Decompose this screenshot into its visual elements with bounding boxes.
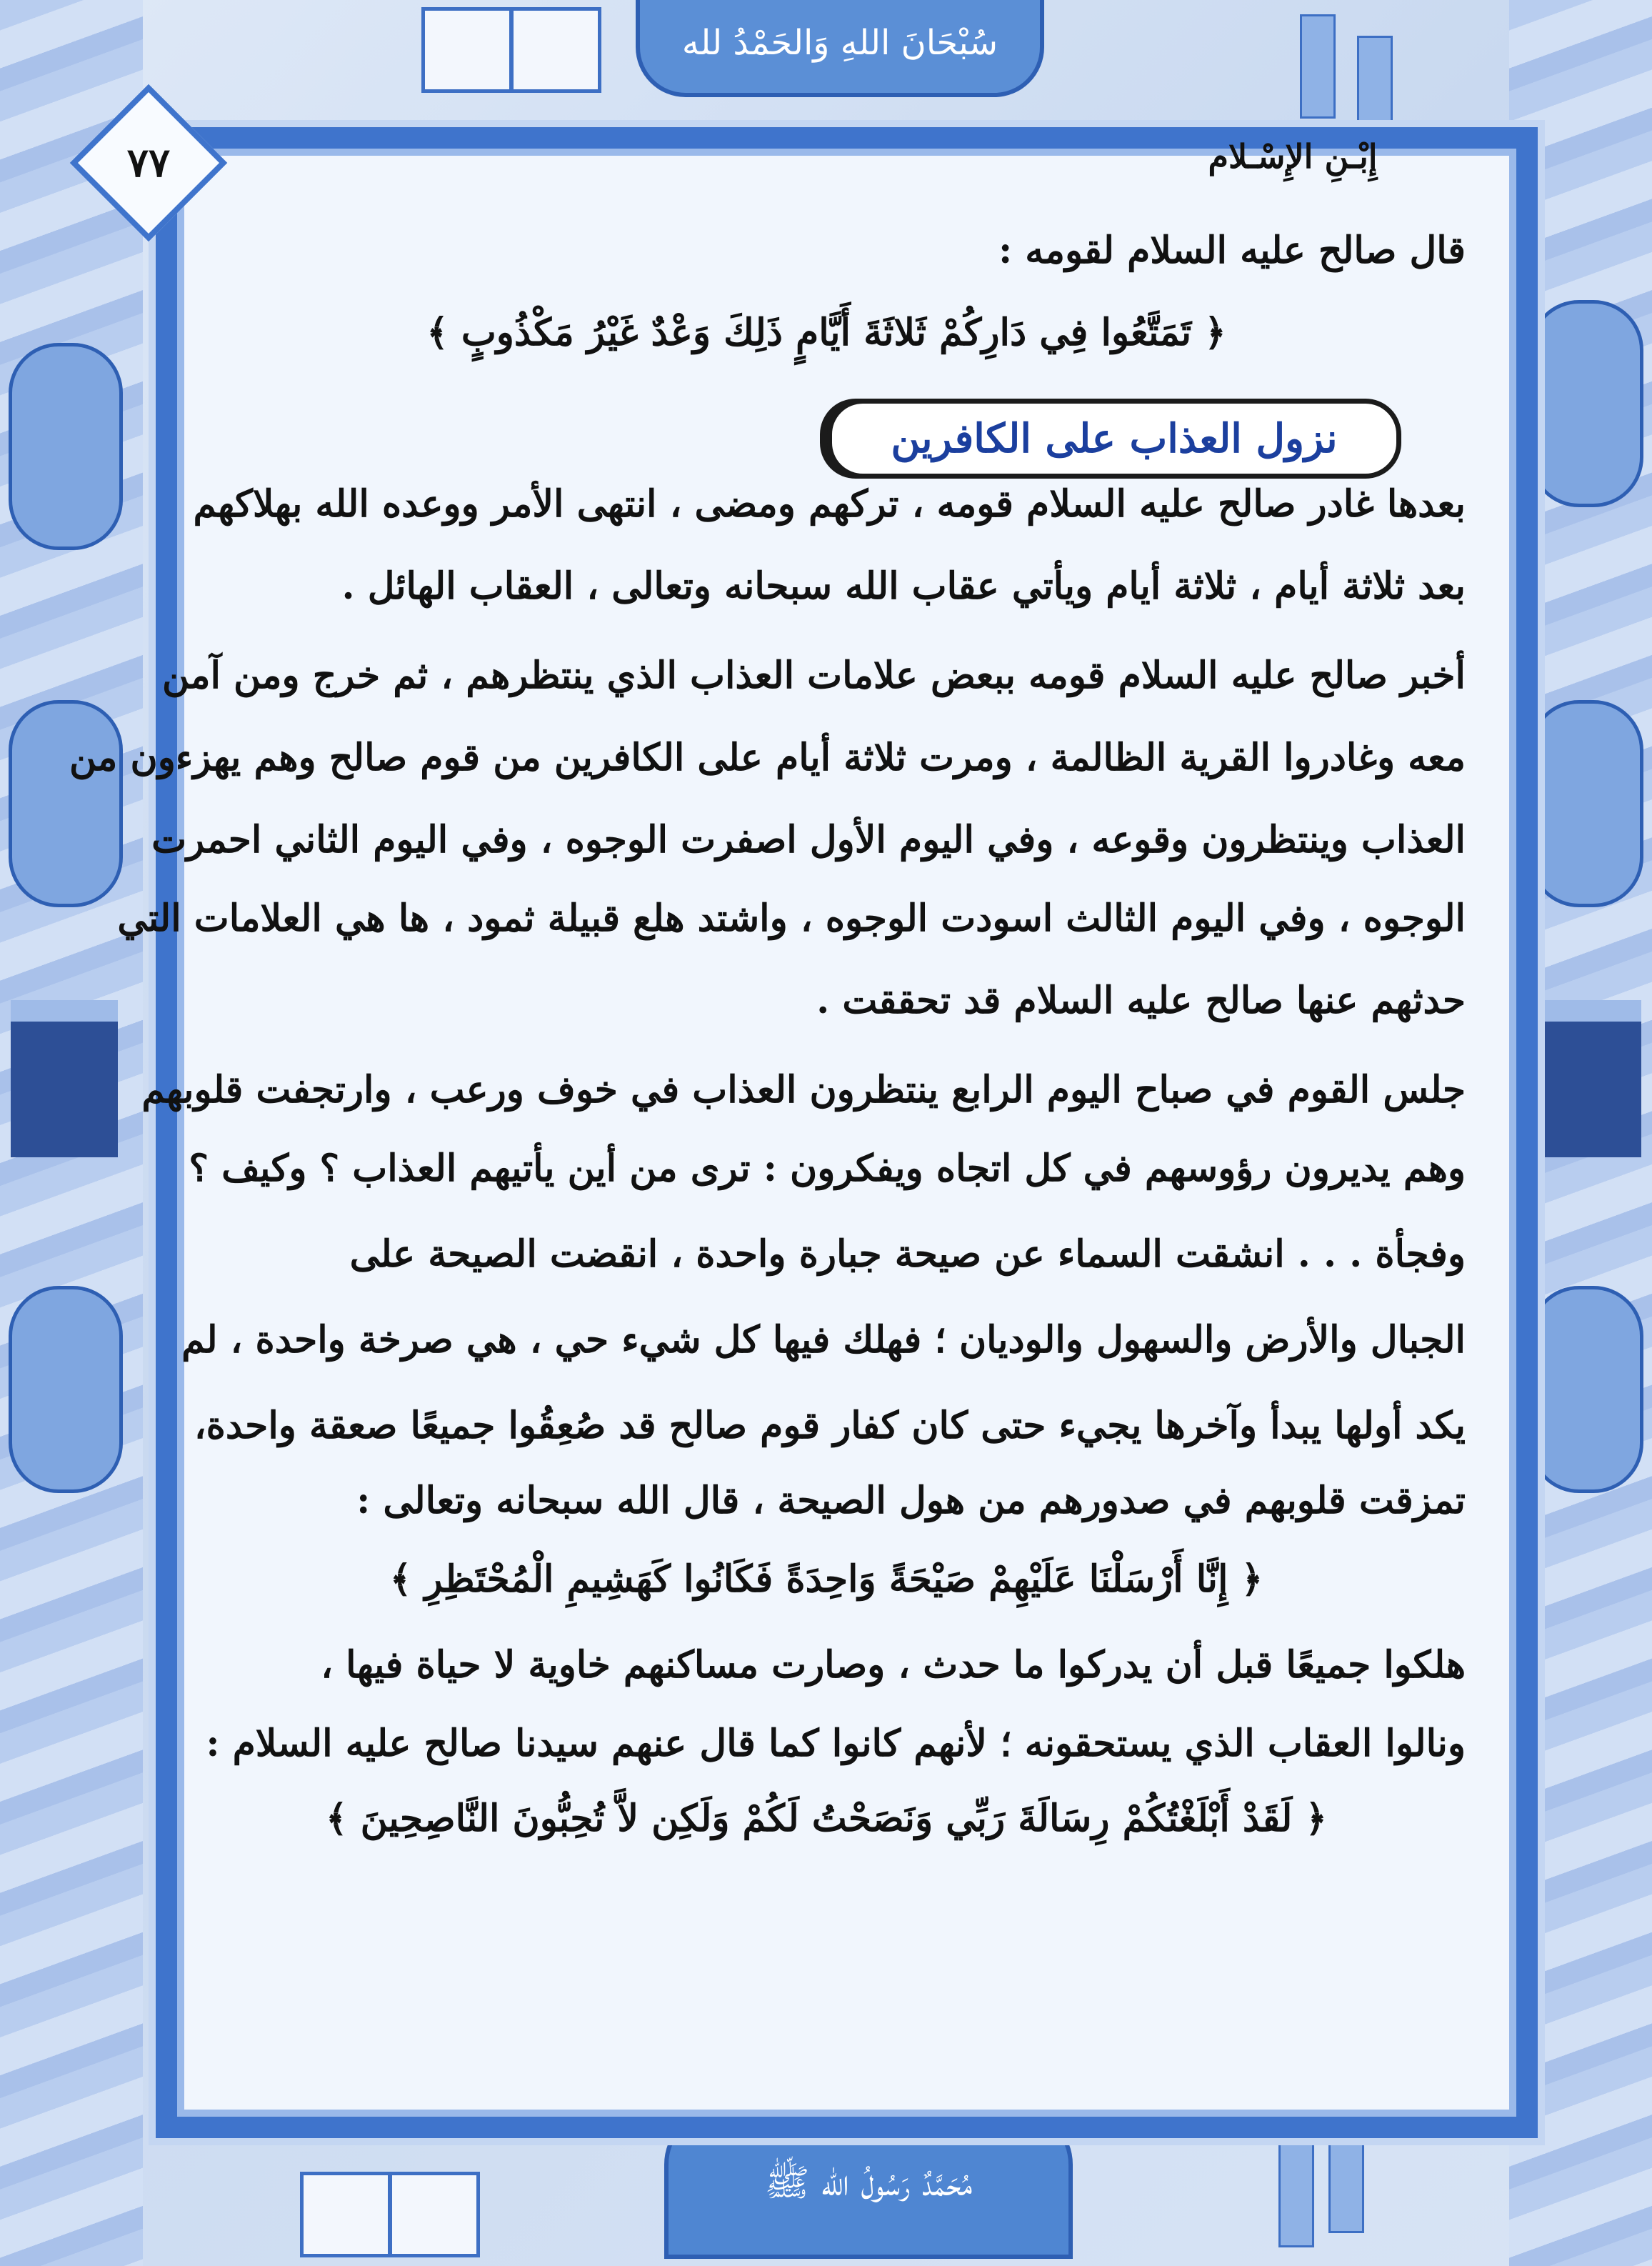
left-calligraphy-medallion	[9, 343, 123, 550]
text-line: الجبال والأرض والسهول والوديان ؛ فهلك فيها كل شيء حي ، هي صرخة واحدة ، لم	[181, 1318, 1466, 1362]
right-calligraphy-medallion	[1529, 300, 1643, 507]
text-line: بعد ثلاثة أيام ، ثلاثة أيام ويأتي عقاب الله سبحانه وتعالى ، العقاب الهائل .	[341, 564, 1466, 608]
text-line: جلس القوم في صباح اليوم الرابع ينتظرون العذاب في خوف ورعب ، وارتجفت قلوبهم	[141, 1068, 1466, 1112]
text-line: حدثهم عنها صالح عليه السلام قد تحققت .	[816, 979, 1466, 1022]
text-line: يكد أولها يبدأ وآخرها يجيء حتى كان كفار قوم صالح قد صُعِقُوا جميعًا صعقة واحدة،	[194, 1404, 1466, 1447]
candle-icon	[1278, 2143, 1314, 2247]
text-line: تمزقت قلوبهم في صدورهم من هول الصيحة ، قال الله سبحانه وتعالى :	[356, 1479, 1466, 1522]
candle-icon	[1328, 2129, 1364, 2233]
text-line: معه وغادروا القرية الظالمة ، ومرت ثلاثة أيام على الكافرين من قوم صالح وهم يهزءون من	[69, 736, 1466, 779]
section-heading-text: نزول العذاب على الكافرين	[891, 415, 1338, 462]
right-calligraphy-medallion-2	[1529, 700, 1643, 907]
left-calligraphy-medallion-3	[9, 1286, 123, 1493]
text-line: وفجأة . . . انشقت السماء عن صيحة جبارة واحدة ، انقضت الصيحة على	[349, 1232, 1466, 1276]
left-kaaba-image	[11, 1000, 118, 1157]
quran-verse: ﴿ إِنَّا أَرْسَلْنَا عَلَيْهِمْ صَيْحَةً وَاحِدَةً فَكَانُوا كَهَشِيمِ الْمُحْتَظِرِ ﴾	[389, 1557, 1263, 1601]
right-calligraphy-medallion-3	[1529, 1286, 1643, 1493]
text-line: وهم يديرون رؤوسهم في كل اتجاه ويفكرون : ترى من أين يأتيهم العذاب ؟ وكيف ؟	[189, 1147, 1466, 1190]
section-heading	[827, 399, 1401, 479]
page-number: ٧٧	[126, 139, 171, 186]
text-line: العذاب وينتظرون وقوعه ، وفي اليوم الأول اصفرت الوجوه ، وفي اليوم الثاني احمرت	[151, 818, 1466, 862]
left-calligraphy-medallion-2	[9, 700, 123, 907]
open-book-icon	[421, 7, 600, 93]
text-line: بعدها غادر صالح عليه السلام قومه ، تركهم ومضى ، انتهى الأمر ووعده الله بهلاكهم	[193, 482, 1466, 526]
candle-icon	[1300, 14, 1336, 119]
bottom-banner: مُحَمَّدٌ رَسُولُ الله ﷺ	[664, 2107, 1073, 2259]
text-line: ونالوا العقاب الذي يستحقونه ؛ لأنهم كانوا كما قال عنهم سيدنا صالح عليه السلام :	[206, 1722, 1466, 1765]
header-title: إِبْـنِ الإِسْـلام	[1208, 137, 1378, 176]
right-kaaba-image	[1534, 1000, 1641, 1157]
text-line: قال صالح عليه السلام لقومه :	[998, 229, 1466, 272]
quran-verse: ﴿ لَقَدْ أَبْلَغْتُكُمْ رِسَالَةَ رَبِّي وَنَصَحْتُ لَكُمْ وَلَكِن لاَّ تُحِبُّونَ النَّاصِحِينَ ﴾	[326, 1797, 1327, 1840]
open-book-icon	[300, 2172, 479, 2257]
text-line: أخبر صالح عليه السلام قومه ببعض علامات العذاب الذي ينتظرهم ، ثم خرج ومن آمن	[162, 654, 1466, 697]
text-line: الوجوه ، وفي اليوم الثالث اسودت الوجوه ، واشتد هلع قبيلة ثمود ، ها هي العلامات التي	[117, 897, 1466, 940]
quran-verse: ﴿ تَمَتَّعُوا فِي دَارِكُمْ ثَلاثَةَ أَيَّامٍ ذَلِكَ وَعْدٌ غَيْرُ مَكْذُوبٍ ﴾	[426, 311, 1226, 354]
candle-icon	[1357, 36, 1393, 140]
top-banner: سُبْحَانَ اللهِ وَالحَمْدُ لله	[636, 0, 1044, 97]
text-line: هلكوا جميعًا قبل أن يدركوا ما حدث ، وصارت مساكنهم خاوية لا حياة فيها ،	[321, 1643, 1466, 1687]
